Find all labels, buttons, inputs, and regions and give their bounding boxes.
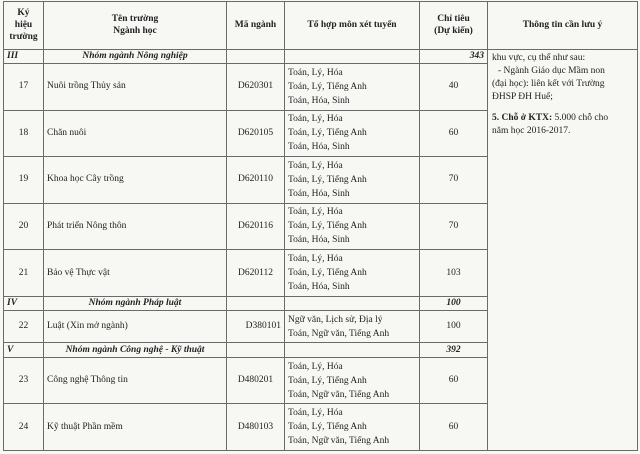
row-major-name: Công nghệ Thông tin	[44, 357, 227, 404]
row-major-name: Kỹ thuật Phần mềm	[44, 404, 227, 451]
header-quota: Chỉ tiêu (Dự kiến)	[420, 2, 488, 50]
header-note: Thông tin cần lưu ý	[488, 2, 638, 50]
row-major-code: D480201	[227, 357, 285, 404]
row-major-name: Khoa học Cây trồng	[44, 157, 227, 204]
row-number: 17	[4, 64, 44, 111]
row-major-name: Luật (Xin mở ngành)	[44, 311, 227, 343]
group-code: III	[4, 49, 44, 63]
row-major-code: D620301	[227, 64, 285, 111]
group-name: Nhóm ngành Nông nghiệp	[44, 49, 227, 63]
row-major-name: Chăn nuôi	[44, 110, 227, 157]
row-major-code: D480103	[227, 404, 285, 451]
group-total: 100	[420, 296, 488, 310]
header-row	[4, 2, 638, 50]
header-name: Tên trường Ngành học	[44, 2, 227, 50]
group-total: 343	[420, 49, 488, 63]
row-major-name: Phát triển Nông thôn	[44, 203, 227, 250]
group-code: IV	[4, 296, 44, 310]
row-quota: 60	[420, 357, 488, 404]
row-combos: Toán, Lý, Hóa Toán, Lý, Tiếng Anh Toán, Hóa, Sinh	[285, 157, 420, 204]
row-quota: 100	[420, 311, 488, 343]
row-number: 19	[4, 157, 44, 204]
row-combos: Toán, Lý, Hóa Toán, Lý, Tiếng Anh Toán, Hóa, Sinh	[285, 110, 420, 157]
row-number: 24	[4, 404, 44, 451]
row-quota: 103	[420, 250, 488, 297]
note-cell: khu vực, cụ thể như sau: - Ngành Giáo dục Mầm non (đại học): liên kết với Trường ĐHSP ĐH Huế; 5. Chỗ ở KTX: 5.000 chỗ cho năm học 2016-2017.	[488, 49, 638, 450]
row-quota: 40	[420, 64, 488, 111]
group-row-iii	[4, 49, 638, 63]
group-code: V	[4, 343, 44, 357]
group-total: 392	[420, 343, 488, 357]
row-quota: 60	[420, 404, 488, 451]
row-number: 22	[4, 311, 44, 343]
row-combos: Ngữ văn, Lịch sử, Địa lý Toán, Ngữ văn, Tiếng Anh	[285, 311, 420, 343]
row-major-name: Bảo vệ Thực vật	[44, 250, 227, 297]
row-major-code: D620110	[227, 157, 285, 204]
admission-table	[3, 1, 638, 451]
row-number: 23	[4, 357, 44, 404]
row-quota: 70	[420, 203, 488, 250]
group-name: Nhóm ngành Công nghệ - Kỹ thuật	[44, 343, 227, 357]
row-major-code: D620116	[227, 203, 285, 250]
row-number: 20	[4, 203, 44, 250]
row-major-code: D620112	[227, 250, 285, 297]
row-combos: Toán, Lý, Hóa Toán, Lý, Tiếng Anh Toán, Hóa, Sinh	[285, 250, 420, 297]
row-combos: Toán, Lý, Hóa Toán, Lý, Tiếng Anh Toán, Ngữ văn, Tiếng Anh	[285, 357, 420, 404]
group-name: Nhóm ngành Pháp luật	[44, 296, 227, 310]
row-number: 18	[4, 110, 44, 157]
row-quota: 70	[420, 157, 488, 204]
row-combos: Toán, Lý, Hóa Toán, Lý, Tiếng Anh Toán, Ngữ văn, Tiếng Anh	[285, 404, 420, 451]
header-combo: Tổ hợp môn xét tuyển	[285, 2, 420, 50]
row-quota: 60	[420, 110, 488, 157]
row-combos: Toán, Lý, Hóa Toán, Lý, Tiếng Anh Toán, Hóa, Sinh	[285, 64, 420, 111]
row-major-name: Nuôi trồng Thủy sản	[44, 64, 227, 111]
row-combos: Toán, Lý, Hóa Toán, Lý, Tiếng Anh Toán, Hóa, Sinh	[285, 203, 420, 250]
row-number: 21	[4, 250, 44, 297]
row-major-code: D380101	[227, 311, 285, 343]
row-major-code: D620105	[227, 110, 285, 157]
header-major-code: Mã ngành	[227, 2, 285, 50]
header-code: Ký hiệu trường	[4, 2, 44, 50]
